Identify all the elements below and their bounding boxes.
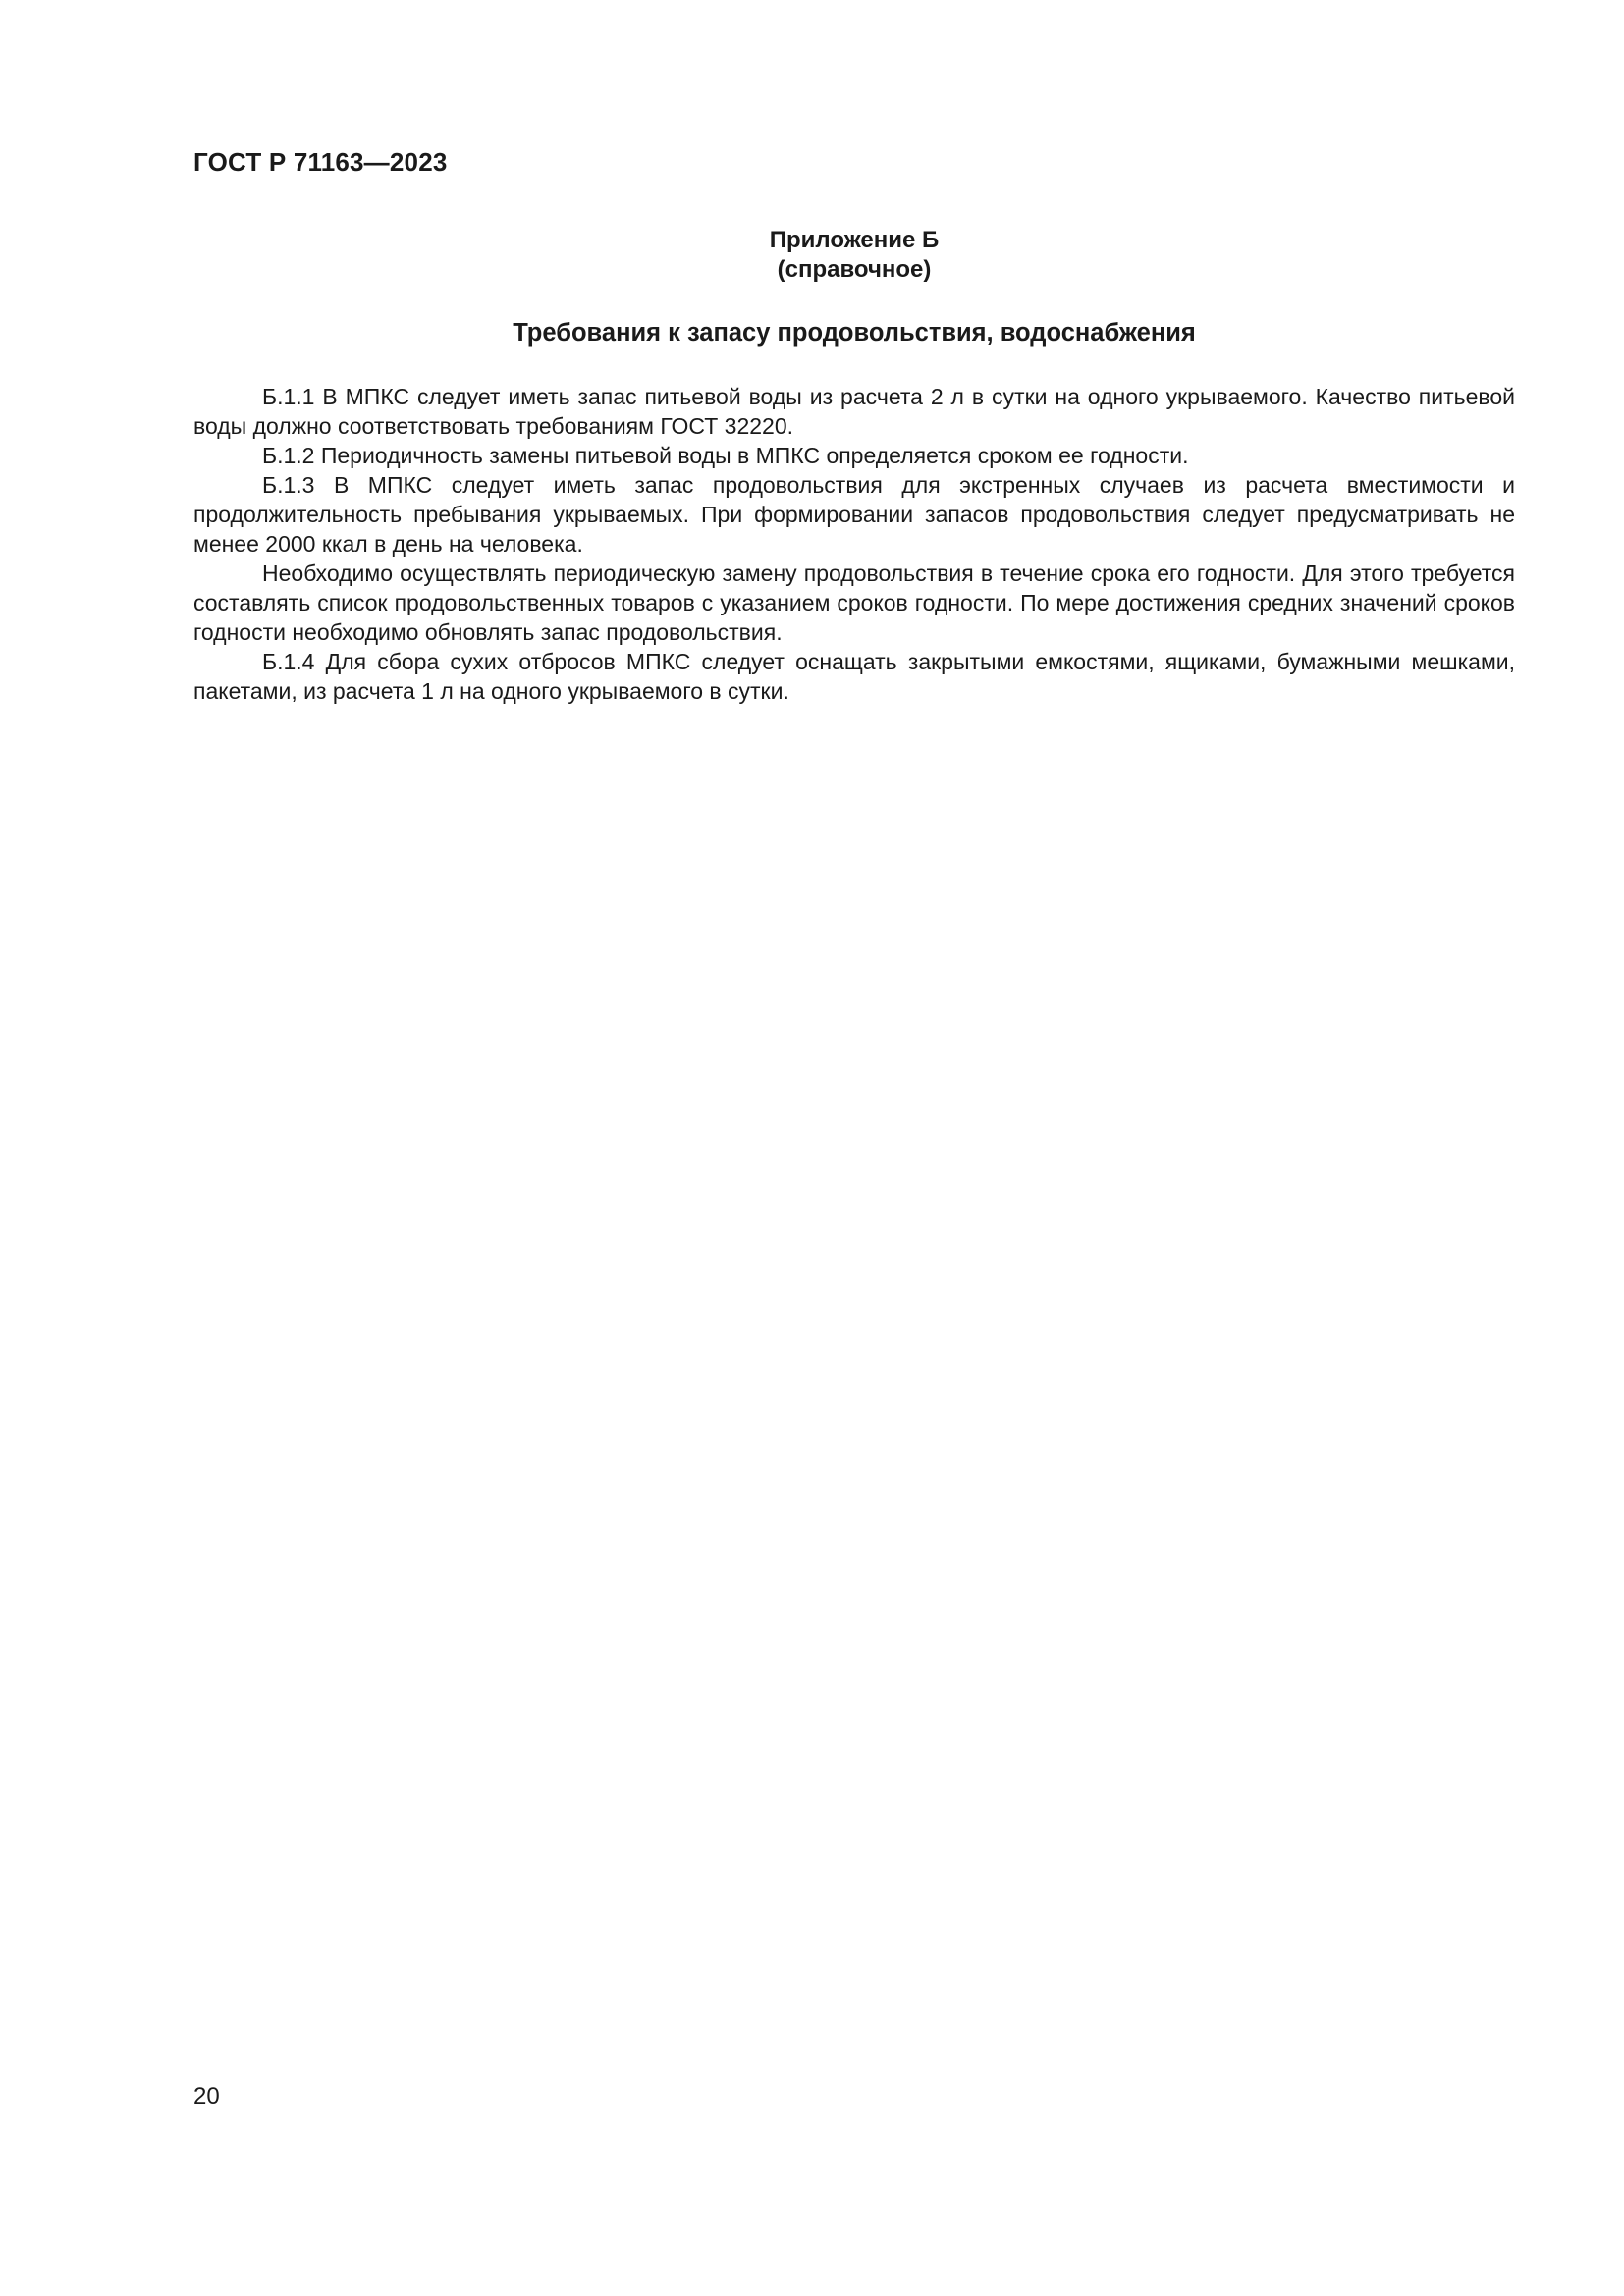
appendix-heading <box>193 226 1515 285</box>
paragraph-b-1-2: Б.1.2 Периодичность замены питьевой воды в МПКС определяется сроком ее годности. <box>262 443 1189 468</box>
section-title: Требования к запасу продовольствия, водоснабжения <box>513 319 1196 347</box>
paragraph-b-1-3-cont: Необходимо осуществлять периодическую замену продовольствия в течение срока его годности. Для этого требуется составлять список продовольственных товаров с указанием сроков годности. По мере достижения средних значений сроков годности необходимо обновлять запас продовольствия. <box>193 561 1515 645</box>
document-code: ГОСТ Р 71163—2023 <box>193 147 448 177</box>
appendix-status: (справочное) <box>777 256 932 283</box>
paragraph-b-1-3: Б.1.3 В МПКС следует иметь запас продовольствия для экстренных случаев из расчета вместимости и продолжительность пребывания укрываемых. При формировании запасов продовольствия следует предусматривать не менее 2000 ккал в день на человека. <box>193 472 1515 557</box>
body-text <box>193 382 1515 706</box>
paragraph-b-1-1: Б.1.1 В МПКС следует иметь запас питьевой воды из расчета 2 л в сутки на одного укрываемого. Качество питьевой воды должно соответствовать требованиям ГОСТ 32220. <box>193 384 1515 439</box>
page-number: 20 <box>193 2083 220 2109</box>
appendix-title: Приложение Б <box>769 227 940 253</box>
paragraph-b-1-4: Б.1.4 Для сбора сухих отбросов МПКС следует оснащать закрытыми емкостями, ящиками, бумажными мешками, пакетами, из расчета 1 л на одного укрываемого в сутки. <box>193 649 1515 704</box>
